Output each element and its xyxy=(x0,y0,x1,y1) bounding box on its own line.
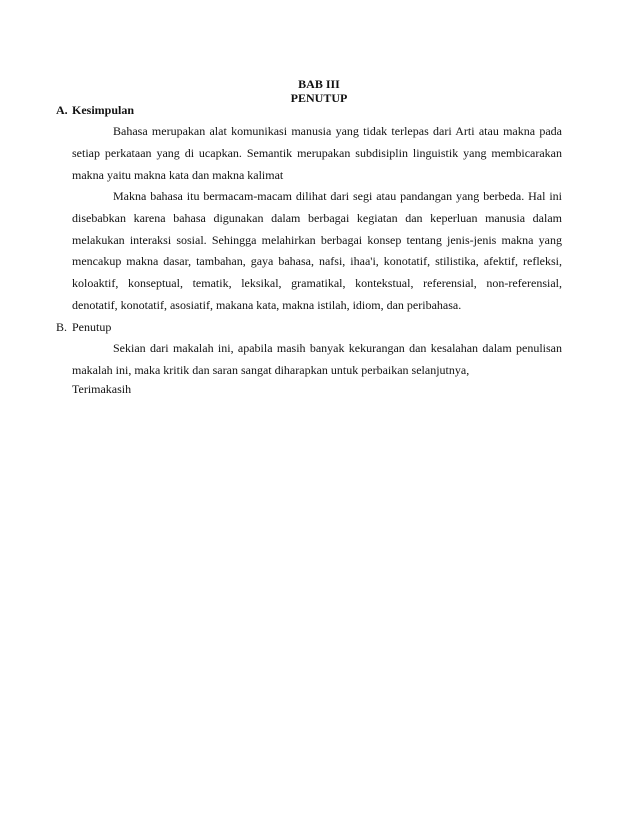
chapter-title: PENUTUP xyxy=(290,91,348,105)
paragraph-penutup-1: Sekian dari makalah ini, apabila masih banyak kekurangan dan kesalahan dalam penulisan makalah ini, maka kritik dan saran sangat diharapkan untuk perbaikan selanjutnya, xyxy=(72,341,562,377)
section-heading-kesimpulan xyxy=(56,103,134,117)
section-title: Kesimpulan xyxy=(72,103,135,117)
section-title: Penutup xyxy=(72,320,112,334)
section-number: A. xyxy=(56,103,68,117)
closing-text: Terimakasih xyxy=(72,382,132,396)
section-heading-penutup xyxy=(56,320,111,334)
chapter-number: BAB III xyxy=(298,77,340,91)
paragraph-kesimpulan-2: Makna bahasa itu bermacam-macam dilihat dari segi atau pandangan yang berbeda. Hal ini disebabkan karena bahasa digunakan dalam berbagai kegiatan dan keperluan manusia dalam melakukan interaksi sosial. Sehingga melahirkan berbagai konsep tentang jenis-jenis makna yang mencakup makna dasar, tambahan, gaya bahasa, nafsi, ihaa'i, konotatif, stilistika, afektif, refleksi, koloaktif, konseptual, tematik, leksikal, gramatikal, kontekstual, referensial, non-referensial, denotatif, konotatif, asosiatif, makana kata, makna istilah, idiom, dan peribahasa. xyxy=(72,189,562,312)
paragraph-kesimpulan-1: Bahasa merupakan alat komunikasi manusia yang tidak terlepas dari Arti atau makna pada setiap perkataan yang di ucapkan. Semantik merupakan subdisiplin linguistik yang membicarakan makna yaitu makna kata dan makna kalimat xyxy=(72,124,562,182)
section-number: B. xyxy=(56,320,68,334)
